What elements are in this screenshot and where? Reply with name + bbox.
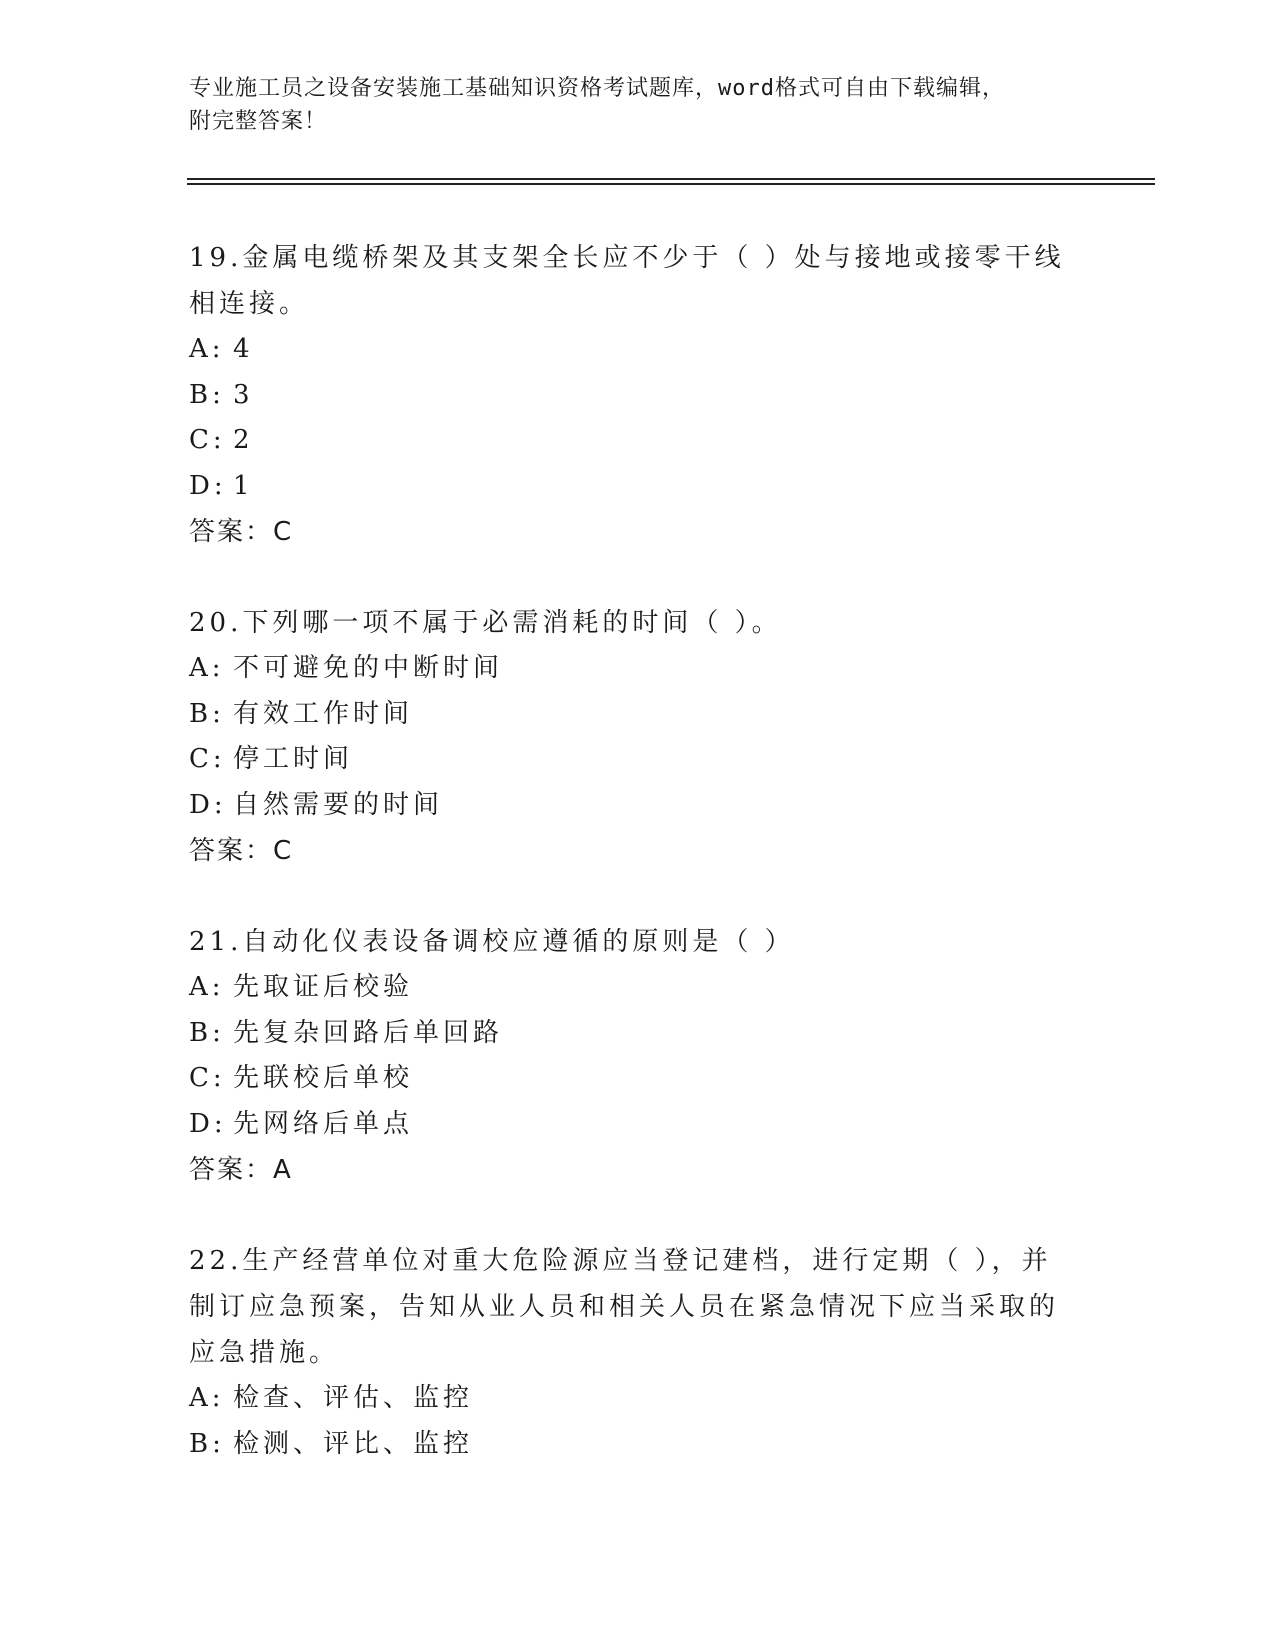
option-text: 4 <box>233 334 254 364</box>
option-letter: D: <box>189 1108 227 1139</box>
option-letter: B: <box>189 698 225 729</box>
question-stem: 20.下列哪一项不属于必需消耗的时间（ ）。 <box>189 608 782 638</box>
option-b <box>189 1422 1069 1468</box>
question-22 <box>189 1238 1069 1467</box>
option-c <box>189 418 1069 464</box>
option-text: 停工时间 <box>233 744 354 774</box>
option-d <box>189 783 1069 829</box>
option-text: 不可避免的中断时间 <box>233 653 504 683</box>
option-text: 自然需要的时间 <box>233 789 444 820</box>
option-letter: D: <box>189 789 227 820</box>
option-letter: A: <box>189 1383 225 1413</box>
option-c <box>189 1056 1069 1102</box>
option-letter: C: <box>189 1063 226 1093</box>
question-stem: 21.自动化仪表设备调校应遵循的原则是（ ） <box>189 927 795 957</box>
answer-line: 答案：C <box>189 517 294 547</box>
answer-line: 答案：A <box>189 1155 293 1185</box>
option-text: 2 <box>233 425 254 455</box>
option-d <box>189 1102 1069 1148</box>
option-b <box>189 373 1069 419</box>
option-letter: A: <box>189 972 225 1002</box>
option-text: 3 <box>233 379 254 410</box>
question-list <box>189 235 1069 1512</box>
option-text: 1 <box>233 470 254 501</box>
option-b <box>189 1011 1069 1057</box>
header-line-2: 附完整答案！ <box>189 109 328 134</box>
option-letter: C: <box>189 744 226 774</box>
option-letter: B: <box>189 1428 225 1459</box>
option-text: 先取证后校验 <box>233 972 414 1002</box>
question-stem: 19.金属电缆桥架及其支架全长应不少于（ ）处与接地或接零干线相连接。 <box>189 243 1065 319</box>
option-a <box>189 327 1069 373</box>
answer-line: 答案：C <box>189 836 294 866</box>
option-letter: B: <box>189 379 225 410</box>
option-text: 先联校后单校 <box>233 1063 414 1093</box>
option-letter: C: <box>189 425 226 455</box>
option-c <box>189 737 1069 783</box>
option-d <box>189 464 1069 510</box>
option-letter: A: <box>189 334 225 364</box>
question-stem: 22.生产经营单位对重大危险源应当登记建档，进行定期（ ），并制订应急预案，告知从业人员和相关人员在紧急情况下应当采取的应急措施。 <box>189 1246 1060 1368</box>
option-text: 检测、评比、监控 <box>233 1428 474 1459</box>
header-divider <box>187 178 1155 185</box>
option-text: 先网络后单点 <box>233 1108 414 1139</box>
document-header <box>189 72 1089 138</box>
option-text: 检查、评估、监控 <box>233 1383 474 1413</box>
option-a <box>189 965 1069 1011</box>
option-a <box>189 646 1069 692</box>
option-a <box>189 1376 1069 1422</box>
question-21 <box>189 919 1069 1193</box>
option-text: 先复杂回路后单回路 <box>233 1017 504 1048</box>
option-letter: A: <box>189 653 225 683</box>
header-line-1: 专业施工员之设备安装施工基础知识资格考试题库，word格式可自由下载编辑， <box>189 76 1005 101</box>
option-b <box>189 692 1069 738</box>
question-19 <box>189 235 1069 555</box>
option-text: 有效工作时间 <box>233 698 414 729</box>
option-letter: B: <box>189 1017 225 1048</box>
question-20 <box>189 600 1069 874</box>
option-letter: D: <box>189 470 227 501</box>
